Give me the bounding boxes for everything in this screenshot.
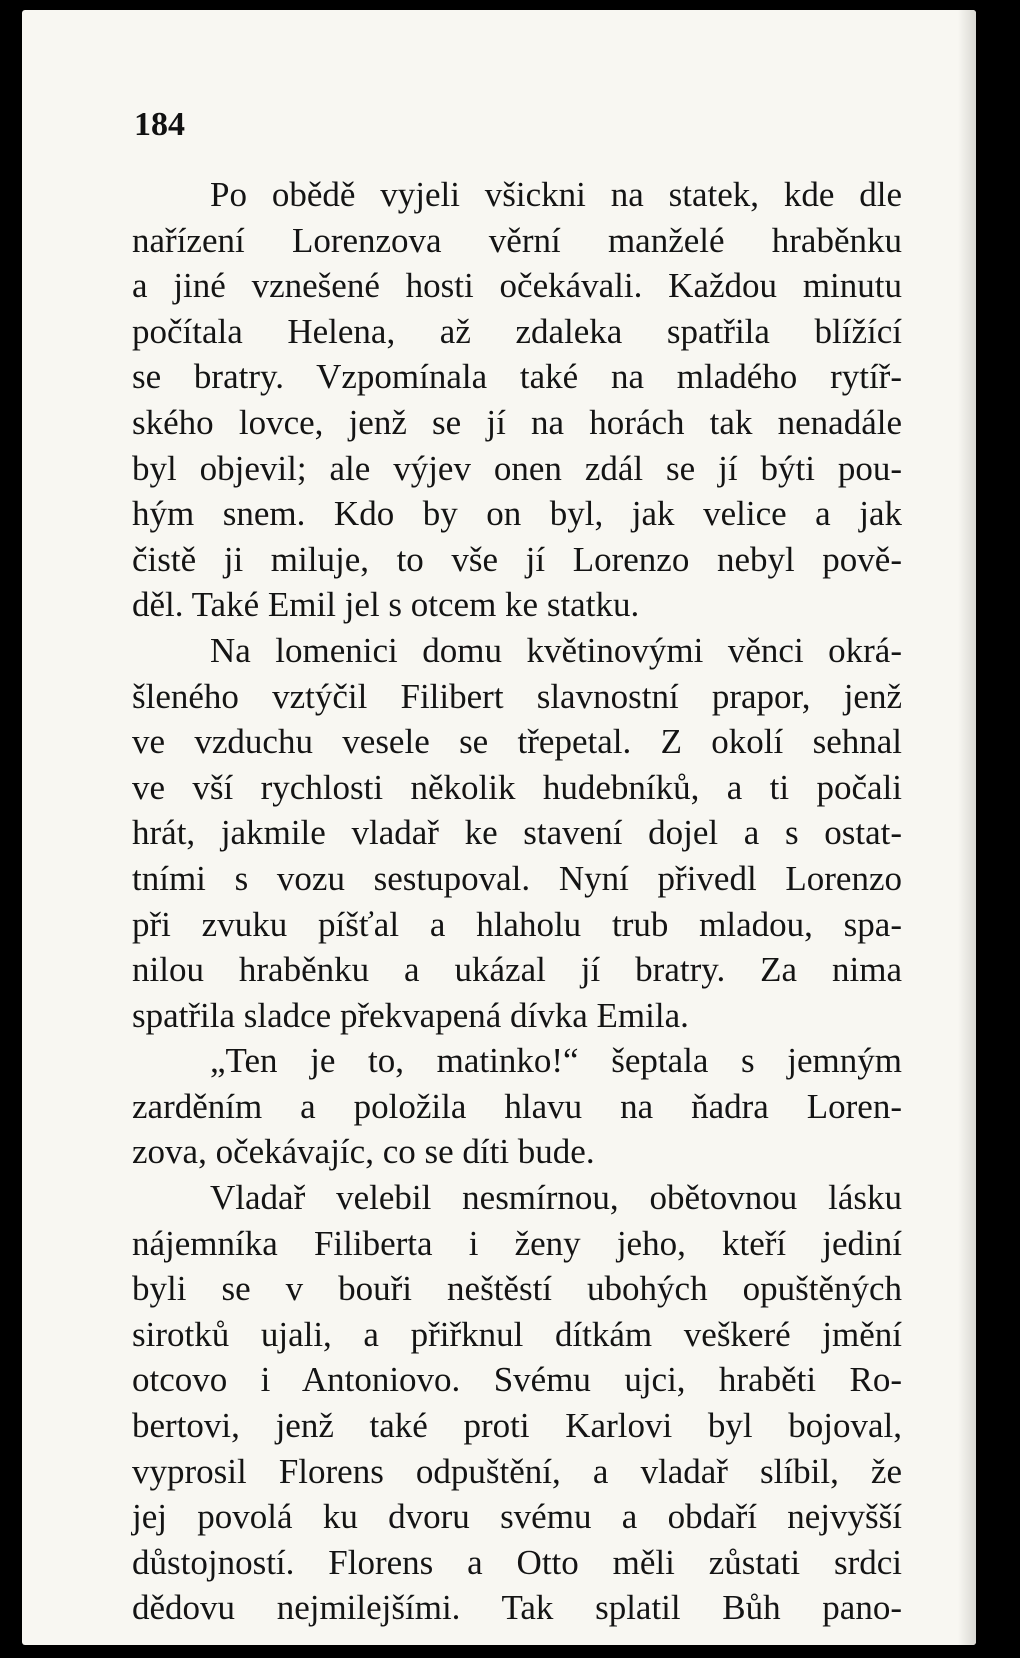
text-line: jej povolá ku dvoru svému a obdaří nejvyšší [132,1497,902,1537]
book-page [22,10,976,1645]
text-line: hrát, jakmile vladař ke stavení dojel a s ostat- [132,813,902,853]
text-line: sirotků ujali, a přiřknul dítkám veškeré jmění [132,1314,902,1354]
text-line: „Ten je to, matinko!“ šeptala s jemným [210,1041,902,1081]
page-edge-shadow [958,10,976,1645]
text-line: otcovo i Antoniovo. Svému ujci, hraběti Ro- [132,1360,902,1400]
text-line: počítala Helena, až zdaleka spatřila blížící [132,311,902,351]
text-line: Po obědě vyjeli všickni na statek, kde dle [210,175,902,214]
text-line: zarděním a položila hlavu na ňadra Loren- [132,1086,902,1126]
text-line: ského lovce, jenž se jí na horách tak nenadále [132,402,902,442]
text-line: zova, očekávajíc, co se díti bude. [132,1132,595,1172]
text-line: ve vší rychlosti několik hudebníků, a ti počali [132,767,902,807]
page-number: 184 [134,106,185,143]
text-line: bertovi, jenž také proti Karlovi byl bojoval, [132,1406,902,1446]
text-line: ve vzduchu vesele se třepetal. Z okolí sehnal [132,722,902,762]
text-line: šleného vztýčil Filibert slavnostní prapor, jenž [132,676,902,716]
text-line: dědovu nejmilejšími. Tak splatil Bůh pano- [132,1588,902,1628]
text-line: tními s vozu sestupoval. Nyní přivedl Lorenzo [132,858,902,898]
text-line: děl. Také Emil jel s otcem ke statku. [132,585,640,625]
text-line: nájemníka Filiberta i ženy jeho, kteří jediní [132,1223,902,1263]
text-line: důstojností. Florens a Otto měli zůstati srdci [132,1542,902,1582]
text-line: hým snem. Kdo by on byl, jak velice a jak [132,494,902,534]
text-line: nilou hraběnku a ukázal jí bratry. Za nima [132,950,902,990]
text-line: při zvuku píšťal a hlaholu trub mladou, spa- [132,904,902,944]
text-line: Na lomenici domu květinovými věnci okrá- [210,630,902,670]
text-line: čistě ji miluje, to vše jí Lorenzo nebyl pově- [132,539,902,579]
text-line: se bratry. Vzpomínala také na mladého rytíř- [132,357,902,397]
text-line: Vladař velebil nesmírnou, obětovnou lásku [210,1178,902,1218]
text-line: spatřila sladce překvapená dívka Emila. [132,995,689,1035]
text-line: vyprosil Florens odpuštění, a vladař slíbil, že [132,1451,902,1491]
body-text [132,172,902,1631]
text-line: byli se v bouři neštěstí ubohých opuštěných [132,1269,902,1309]
text-line: a jiné vznešené hosti očekávali. Každou minutu [132,266,902,306]
text-line: nařízení Lorenzova věrní manželé hraběnku [132,220,902,260]
text-line: byl objevil; ale výjev onen zdál se jí býti pou- [132,448,902,488]
